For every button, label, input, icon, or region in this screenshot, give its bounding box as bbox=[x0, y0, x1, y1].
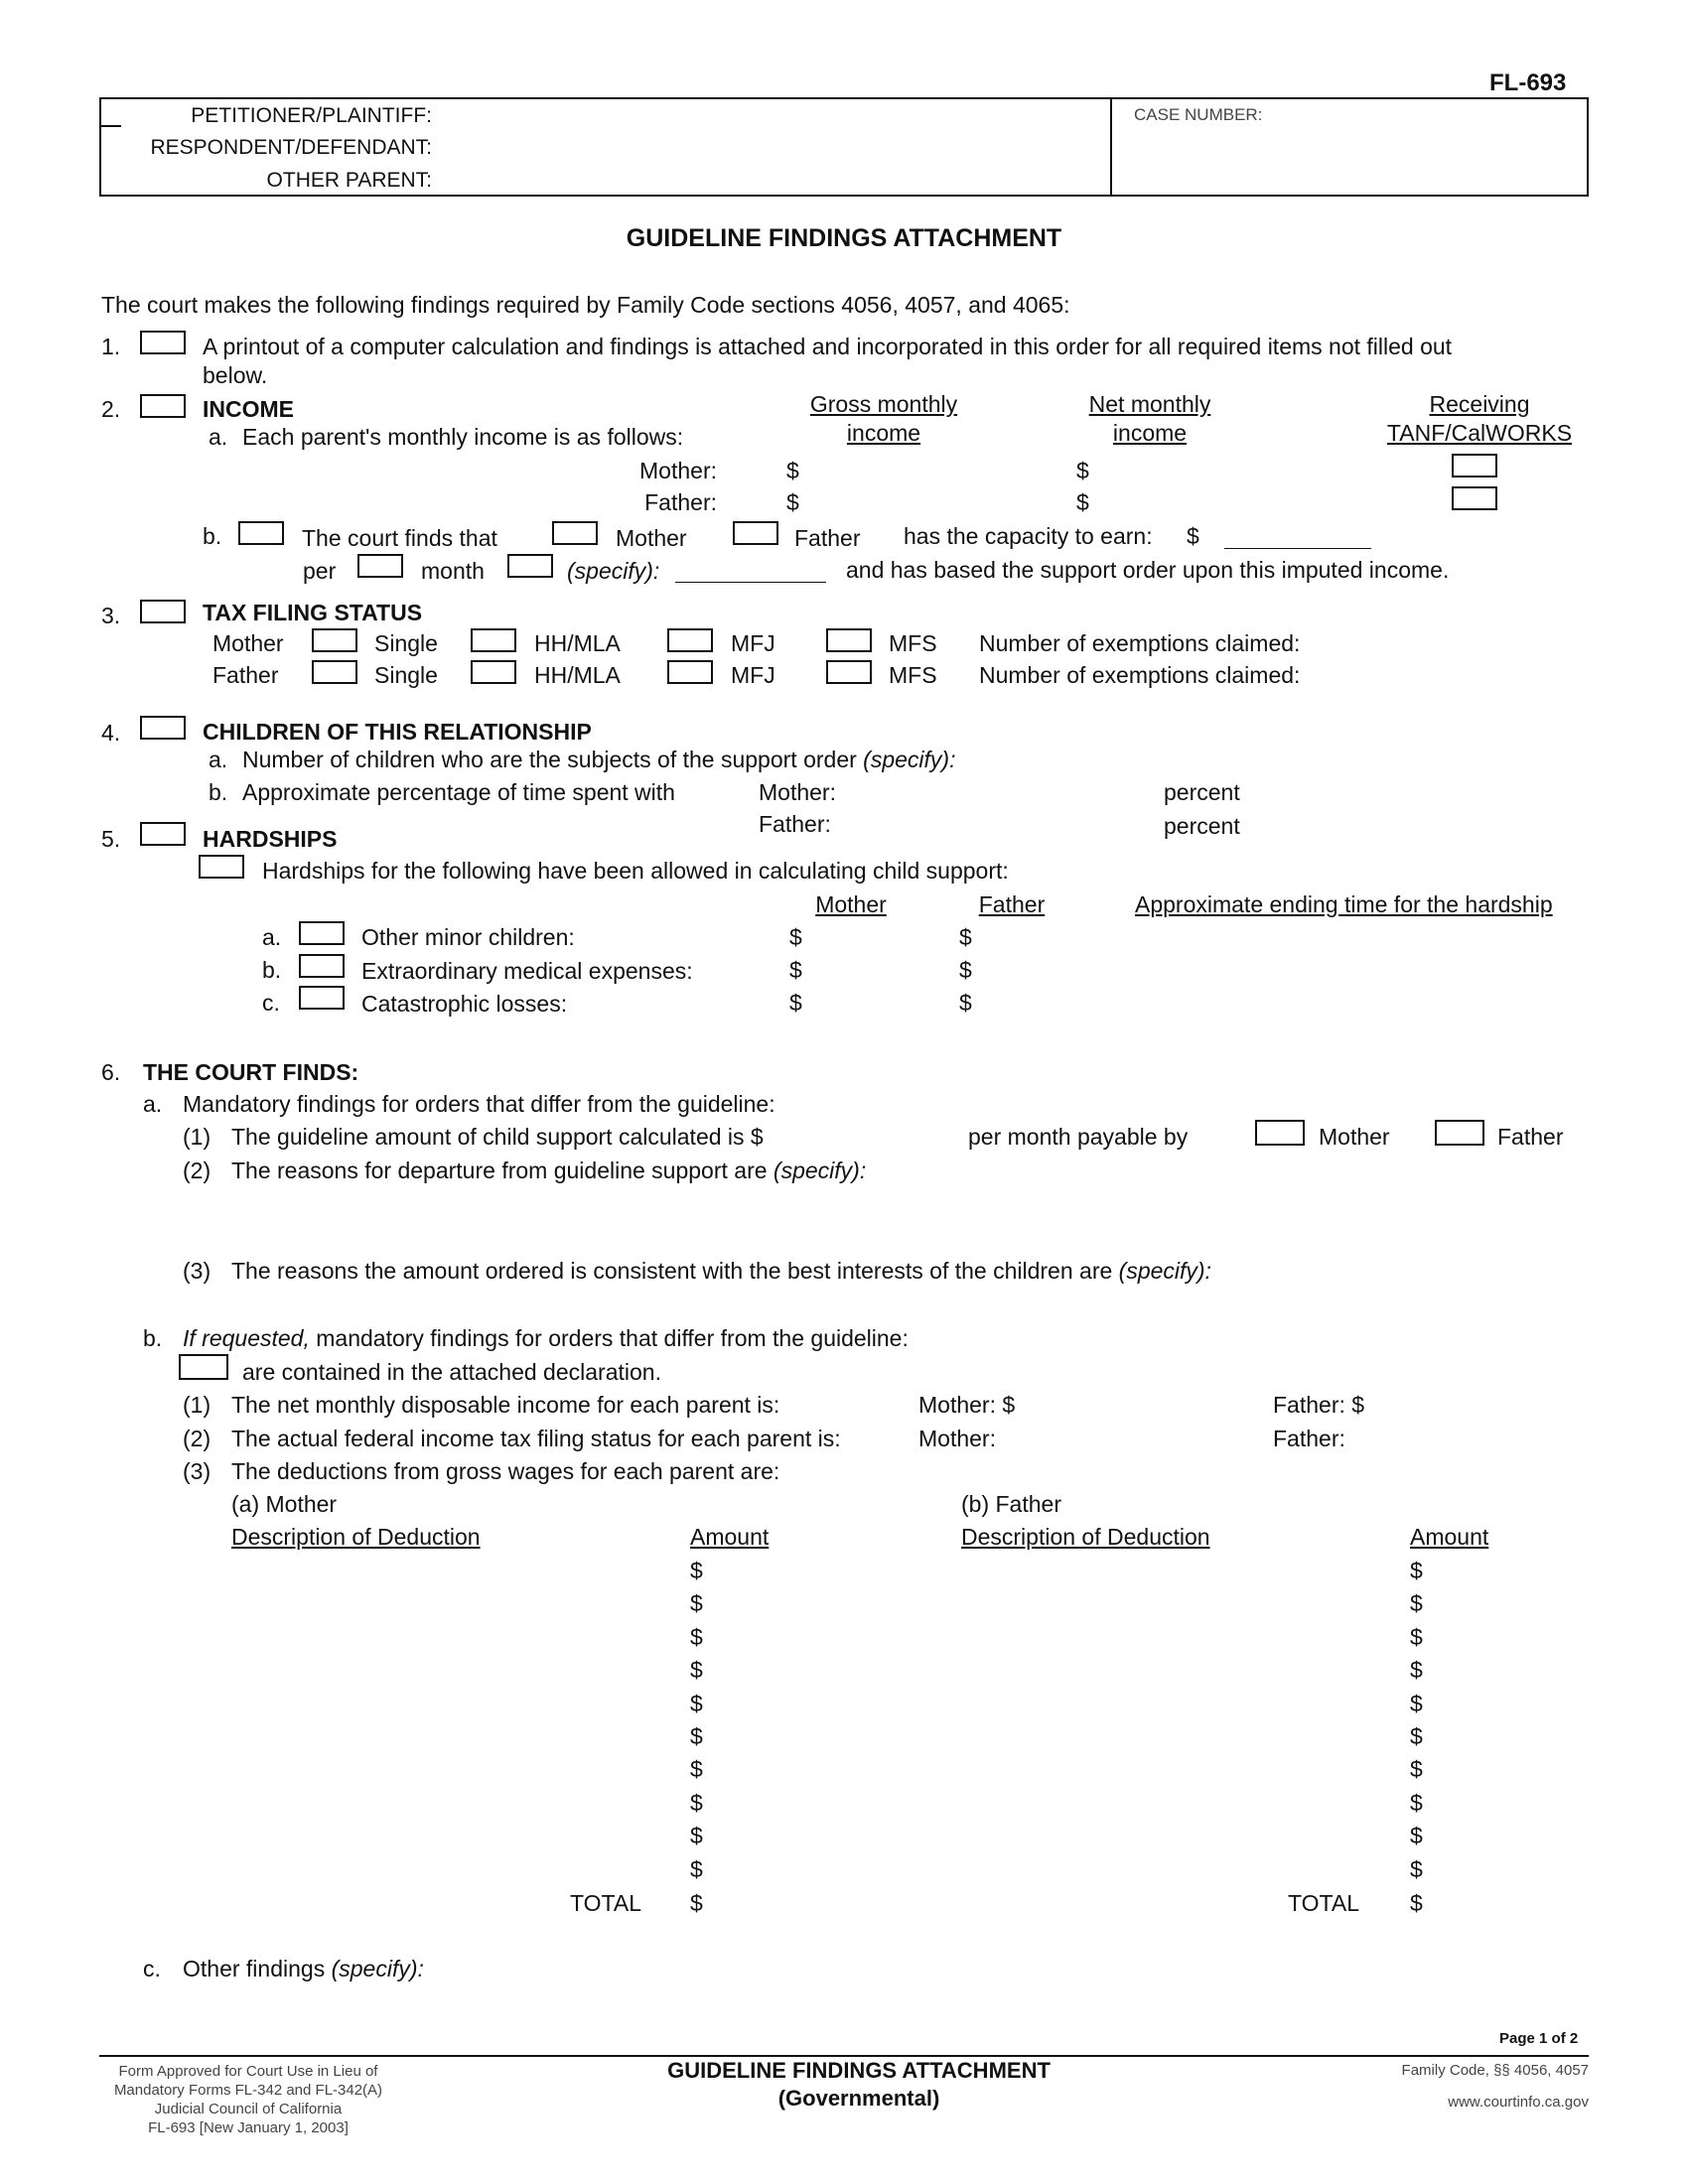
item6a3-number: (3) bbox=[183, 1258, 211, 1284]
disposable-father: Father: $ bbox=[1273, 1392, 1365, 1418]
tax-mother-single-checkbox[interactable] bbox=[312, 628, 357, 652]
item4a-specify: (specify): bbox=[863, 747, 956, 772]
tax-father-mfj-label: MFJ bbox=[731, 662, 775, 688]
tax-father-mfs-label: MFS bbox=[889, 662, 937, 688]
income-mother-label: Mother: bbox=[639, 458, 717, 483]
mother-deduction-dollar: $ bbox=[690, 1855, 703, 1882]
item6a2-number: (2) bbox=[183, 1158, 211, 1183]
gross-father-dollar: $ bbox=[786, 489, 799, 515]
deductions-father-subhead: (b) Father bbox=[961, 1491, 1061, 1517]
tax-mother-mfs-label: MFS bbox=[889, 630, 937, 656]
item6-number: 6. bbox=[101, 1059, 121, 1085]
attached-declaration-checkbox[interactable] bbox=[179, 1354, 228, 1380]
item2b-label: b. bbox=[203, 523, 222, 549]
filing-status-mother: Mother: bbox=[918, 1426, 996, 1451]
father-desc-header: Description of Deduction bbox=[961, 1524, 1210, 1550]
net-father-dollar: $ bbox=[1076, 489, 1089, 515]
father-deduction-dollar: $ bbox=[1410, 1855, 1423, 1882]
tax-father-single-checkbox[interactable] bbox=[312, 660, 357, 684]
footer-left-4: FL-693 [New January 1, 2003] bbox=[148, 2119, 349, 2136]
item4a-text bbox=[242, 746, 955, 773]
item2b-father-checkbox[interactable] bbox=[733, 521, 778, 545]
hardship-a-label: a. bbox=[262, 924, 282, 950]
hardship-mother-header: Mother bbox=[815, 891, 887, 917]
time-father-percent: percent bbox=[1164, 813, 1240, 839]
footer-title: GUIDELINE FINDINGS ATTACHMENT bbox=[667, 2058, 1051, 2083]
item5-number: 5. bbox=[101, 826, 121, 852]
item2b-mother-checkbox[interactable] bbox=[552, 521, 598, 545]
time-mother-percent: percent bbox=[1164, 779, 1240, 805]
hardship-c-label: c. bbox=[262, 990, 280, 1016]
gross-income-header-2: income bbox=[846, 420, 921, 446]
item6c-text bbox=[183, 1955, 424, 1982]
item6a3-text bbox=[231, 1257, 1211, 1285]
item6a1-payable: per month payable by bbox=[968, 1124, 1189, 1150]
form-id: FL-693 bbox=[1489, 69, 1567, 96]
item6b-if-requested: If requested, bbox=[183, 1325, 310, 1351]
hardship-c-father-dollar: $ bbox=[959, 990, 972, 1016]
item4a-main-text: Number of children who are the subjects of the support order bbox=[242, 747, 857, 772]
respondent-label: RESPONDENT/DEFENDANT: bbox=[150, 136, 432, 159]
gross-mother-dollar: $ bbox=[786, 458, 799, 483]
hardship-a-text: Other minor children: bbox=[361, 924, 575, 950]
father-deduction-dollar: $ bbox=[1410, 1789, 1423, 1816]
per-label: per bbox=[303, 558, 337, 584]
item6a-text: Mandatory findings for orders that differ from the guideline: bbox=[183, 1091, 775, 1117]
per-specify-label: (specify): bbox=[567, 558, 660, 584]
item2-heading: INCOME bbox=[203, 396, 294, 422]
tanf-header-1: Receiving bbox=[1429, 391, 1530, 417]
item2b-mother-label: Mother bbox=[616, 525, 687, 551]
father-total-dollar: $ bbox=[1410, 1890, 1423, 1916]
item6c-main-text: Other findings bbox=[183, 1956, 326, 1981]
item5-checkbox[interactable] bbox=[140, 822, 186, 846]
intro-text: The court makes the following findings required by Family Code sections 4056, 4057, and 4065: bbox=[101, 292, 1070, 318]
mother-desc-header: Description of Deduction bbox=[231, 1524, 481, 1550]
caption-tick bbox=[99, 125, 121, 127]
hardship-b-label: b. bbox=[262, 957, 282, 983]
tax-mother-mfj-label: MFJ bbox=[731, 630, 775, 656]
mother-deduction-dollar: $ bbox=[690, 1723, 703, 1749]
time-mother-label: Mother: bbox=[759, 779, 836, 805]
deductions-mother-subhead: (a) Mother bbox=[231, 1491, 338, 1517]
hardship-a-mother-dollar: $ bbox=[789, 924, 802, 950]
item6a1-text: The guideline amount of child support calculated is $ bbox=[231, 1124, 764, 1150]
mother-deduction-dollar: $ bbox=[690, 1789, 703, 1816]
item6a1-number: (1) bbox=[183, 1124, 211, 1150]
time-father-label: Father: bbox=[759, 811, 831, 837]
mother-total-dollar: $ bbox=[690, 1890, 703, 1916]
item3-heading: TAX FILING STATUS bbox=[203, 600, 423, 625]
item6b2-text: The actual federal income tax filing status for each parent is: bbox=[231, 1426, 841, 1451]
payable-mother-label: Mother bbox=[1319, 1124, 1390, 1150]
father-deduction-dollar: $ bbox=[1410, 1657, 1423, 1684]
payable-mother-checkbox[interactable] bbox=[1255, 1120, 1305, 1146]
hardship-b-text: Extraordinary medical expenses: bbox=[361, 958, 693, 984]
item1-text-line1: A printout of a computer calculation and findings is attached and incorporated in this order for all required items not filled out bbox=[203, 334, 1453, 359]
tax-father-single-label: Single bbox=[374, 662, 438, 688]
hardship-father-header: Father bbox=[978, 891, 1046, 917]
payable-father-checkbox[interactable] bbox=[1435, 1120, 1484, 1146]
net-mother-dollar: $ bbox=[1076, 458, 1089, 483]
item2-number: 2. bbox=[101, 396, 121, 422]
item6b1-number: (1) bbox=[183, 1392, 211, 1418]
hardship-c-mother-dollar: $ bbox=[789, 990, 802, 1016]
footer-subtitle: (Governmental) bbox=[777, 2086, 940, 2111]
father-deduction-dollar: $ bbox=[1410, 1690, 1423, 1716]
item4b-text: Approximate percentage of time spent with bbox=[242, 779, 675, 805]
tax-mother-hhmla-checkbox[interactable] bbox=[471, 628, 516, 652]
gross-income-header-1: Gross monthly bbox=[809, 391, 958, 417]
hardships-intro: Hardships for the following have been allowed in calculating child support: bbox=[262, 858, 1009, 884]
item4a-label: a. bbox=[209, 747, 228, 772]
tax-father-label: Father bbox=[212, 662, 279, 688]
father-deduction-dollar: $ bbox=[1410, 1823, 1423, 1849]
mother-deduction-dollar: $ bbox=[690, 1756, 703, 1783]
hardship-b-checkbox[interactable] bbox=[299, 954, 345, 978]
per-month-checkbox[interactable] bbox=[357, 554, 403, 578]
item6-heading: THE COURT FINDS: bbox=[143, 1059, 359, 1085]
disposable-mother: Mother: $ bbox=[918, 1392, 1016, 1418]
attached-declaration-text: are contained in the attached declaration. bbox=[242, 1359, 661, 1385]
item4b-label: b. bbox=[209, 779, 228, 805]
footer-left-3: Judicial Council of California bbox=[154, 2101, 343, 2117]
hardships-allowed-checkbox[interactable] bbox=[199, 855, 244, 879]
item4-number: 4. bbox=[101, 720, 121, 746]
page-title: GUIDELINE FINDINGS ATTACHMENT bbox=[626, 224, 1062, 252]
item6b3-text: The deductions from gross wages for each parent are: bbox=[231, 1458, 780, 1484]
month-label: month bbox=[421, 558, 485, 584]
tanf-header-2: TANF/CalWORKS bbox=[1386, 420, 1573, 446]
other-parent-label: OTHER PARENT: bbox=[266, 169, 432, 192]
item6a3-main-text: The reasons the amount ordered is consistent with the best interests of the children are bbox=[231, 1258, 1113, 1284]
mother-deduction-dollar: $ bbox=[690, 1690, 703, 1716]
net-income-header-2: income bbox=[1112, 420, 1188, 446]
tax-mother-mfj-checkbox[interactable] bbox=[667, 628, 713, 652]
hardship-c-text: Catastrophic losses: bbox=[361, 991, 568, 1017]
item6b1-text: The net monthly disposable income for each parent is: bbox=[231, 1392, 780, 1418]
item1-text-line2: below. bbox=[203, 362, 268, 388]
item2b-text: The court finds that bbox=[302, 525, 497, 551]
tanf-mother-checkbox[interactable] bbox=[1452, 454, 1497, 478]
tax-mother-hhmla-label: HH/MLA bbox=[534, 630, 621, 656]
tax-father-mfj-checkbox[interactable] bbox=[667, 660, 713, 684]
item6c-specify: (specify): bbox=[331, 1956, 424, 1981]
mother-deduction-dollar: $ bbox=[690, 1823, 703, 1849]
tax-mother-exemptions: Number of exemptions claimed: bbox=[979, 630, 1301, 656]
item6a-label: a. bbox=[143, 1091, 163, 1117]
father-deduction-dollar: $ bbox=[1410, 1756, 1423, 1783]
item6a2-specify: (specify): bbox=[773, 1158, 867, 1183]
item6c-label: c. bbox=[143, 1956, 161, 1981]
father-total-label: TOTAL bbox=[1288, 1890, 1359, 1916]
father-amount-header: Amount bbox=[1410, 1524, 1489, 1550]
hardship-a-checkbox[interactable] bbox=[299, 921, 345, 945]
item6b-text bbox=[183, 1324, 909, 1352]
tax-mother-label: Mother bbox=[212, 630, 284, 656]
tax-father-hhmla-label: HH/MLA bbox=[534, 662, 621, 688]
caption-divider bbox=[1110, 97, 1112, 197]
footer-left-1: Form Approved for Court Use in Lieu of bbox=[118, 2063, 378, 2080]
father-deduction-dollar: $ bbox=[1410, 1558, 1423, 1583]
item6a2-main-text: The reasons for departure from guideline support are bbox=[231, 1158, 768, 1183]
page-number: Page 1 of 2 bbox=[1499, 2030, 1579, 2047]
item2-checkbox[interactable] bbox=[140, 394, 186, 418]
tanf-father-checkbox[interactable] bbox=[1452, 486, 1497, 510]
footer-right-2: www.courtinfo.ca.gov bbox=[1448, 2094, 1589, 2111]
capacity-text: has the capacity to earn: bbox=[904, 523, 1153, 549]
item2b-checkbox[interactable] bbox=[238, 521, 284, 545]
footer-left-2: Mandatory Forms FL-342 and FL-342(A) bbox=[113, 2082, 383, 2099]
petitioner-label: PETITIONER/PLAINTIFF: bbox=[191, 104, 432, 127]
tax-mother-mfs-checkbox[interactable] bbox=[826, 628, 872, 652]
tax-father-hhmla-checkbox[interactable] bbox=[471, 660, 516, 684]
case-number-label: CASE NUMBER: bbox=[1134, 105, 1263, 124]
tax-father-mfs-checkbox[interactable] bbox=[826, 660, 872, 684]
hardship-c-checkbox[interactable] bbox=[299, 986, 345, 1010]
item6b-main-text: mandatory findings for orders that differ from the guideline: bbox=[316, 1325, 909, 1351]
item6b3-number: (3) bbox=[183, 1458, 211, 1484]
per-specify-line[interactable] bbox=[675, 582, 826, 583]
hardship-a-father-dollar: $ bbox=[959, 924, 972, 950]
item1-number: 1. bbox=[101, 334, 121, 359]
mother-amount-header: Amount bbox=[690, 1524, 770, 1550]
mother-total-label: TOTAL bbox=[570, 1890, 641, 1916]
item3-number: 3. bbox=[101, 603, 121, 628]
mother-deduction-dollar: $ bbox=[690, 1657, 703, 1684]
per-specify-checkbox[interactable] bbox=[507, 554, 553, 578]
tax-father-exemptions: Number of exemptions claimed: bbox=[979, 662, 1301, 688]
payable-father-label: Father bbox=[1497, 1124, 1564, 1150]
hardship-b-mother-dollar: $ bbox=[789, 957, 802, 983]
mother-deduction-dollar: $ bbox=[690, 1623, 703, 1650]
item3-checkbox[interactable] bbox=[140, 600, 186, 623]
item6b-label: b. bbox=[143, 1325, 163, 1351]
item6a3-specify: (specify): bbox=[1118, 1258, 1211, 1284]
hardship-ending-header: Approximate ending time for the hardship bbox=[1135, 891, 1553, 917]
tax-mother-single-label: Single bbox=[374, 630, 438, 656]
income-father-label: Father: bbox=[644, 489, 717, 515]
father-deduction-dollar: $ bbox=[1410, 1590, 1423, 1617]
footer-right-1: Family Code, §§ 4056, 4057 bbox=[1401, 2062, 1589, 2079]
imputed-income-text: and has based the support order upon this imputed income. bbox=[846, 557, 1450, 583]
item4-checkbox[interactable] bbox=[140, 716, 186, 740]
item6a2-text bbox=[231, 1157, 866, 1184]
item4-heading: CHILDREN OF THIS RELATIONSHIP bbox=[203, 719, 592, 745]
item5-heading: HARDSHIPS bbox=[203, 826, 338, 852]
item2a-label: a. bbox=[209, 424, 228, 450]
hardship-b-father-dollar: $ bbox=[959, 957, 972, 983]
item6b2-number: (2) bbox=[183, 1426, 211, 1451]
filing-status-father: Father: bbox=[1273, 1426, 1345, 1451]
net-income-header-1: Net monthly bbox=[1088, 391, 1211, 417]
mother-deduction-dollar: $ bbox=[690, 1558, 703, 1583]
item2a-text: Each parent's monthly income is as follows: bbox=[242, 424, 684, 450]
item1-checkbox[interactable] bbox=[140, 331, 186, 354]
item2b-father-label: Father bbox=[794, 525, 861, 551]
father-deduction-dollar: $ bbox=[1410, 1623, 1423, 1650]
capacity-amount-line[interactable] bbox=[1224, 548, 1371, 549]
mother-deduction-dollar: $ bbox=[690, 1590, 703, 1617]
father-deduction-dollar: $ bbox=[1410, 1723, 1423, 1749]
capacity-dollar: $ bbox=[1187, 523, 1199, 549]
